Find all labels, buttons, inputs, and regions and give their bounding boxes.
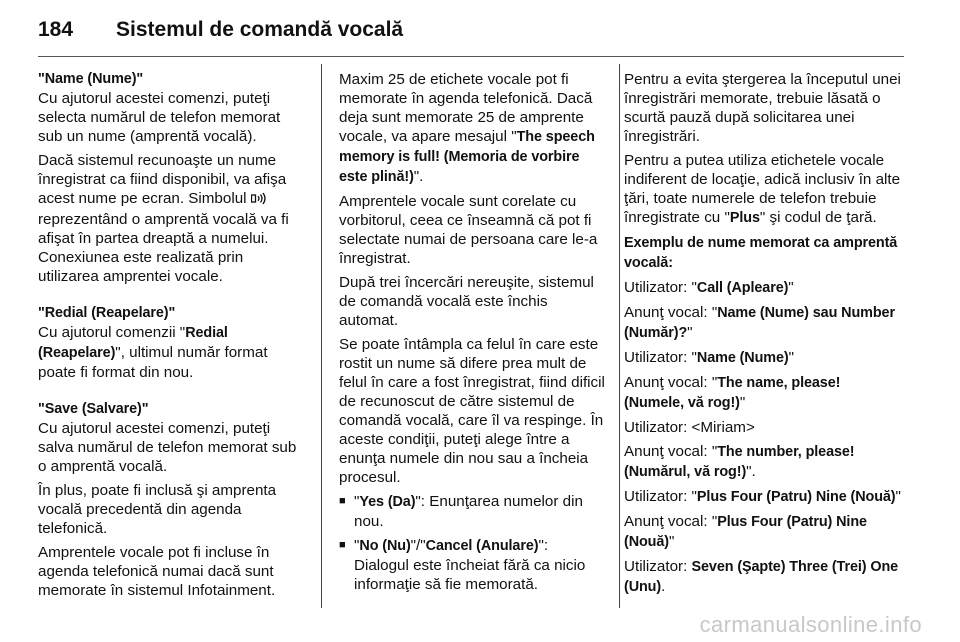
dialog-line	[624, 512, 902, 552]
bold-term: No (Nu)	[359, 538, 411, 554]
bold-term: Plus Four (Patru) Nine (Nouă)	[624, 514, 867, 550]
bullet-icon: ■	[339, 539, 346, 551]
watermark: carmanualsonline.info	[699, 612, 922, 637]
bold-term: The speech memory is full! (Memoria de vorbire este plină!)	[339, 129, 595, 185]
text-run: Dacă sistemul recunoaşte un nume înregistrat ca fiind disponibil, va afişa acest nume pe ecran. Simbolul	[38, 152, 287, 207]
example-heading	[624, 233, 902, 273]
dialog-line	[624, 557, 902, 597]
speaker-label: Utilizator:	[624, 488, 692, 505]
text-run: ".	[413, 168, 424, 185]
quote: "	[788, 279, 794, 296]
header-rule	[38, 56, 904, 57]
quote: "	[739, 394, 746, 411]
quote: "	[788, 349, 794, 366]
section-name-command	[38, 70, 308, 286]
text-run: ": Enunţarea numelor din nou.	[354, 493, 583, 530]
speaker-label: Utilizator:	[624, 558, 692, 575]
dialog-line	[624, 442, 902, 482]
speaker-label: Anunţ vocal:	[624, 513, 712, 530]
column-divider	[321, 64, 322, 608]
column-divider	[619, 64, 620, 608]
speaker-label: Anunţ vocal:	[624, 443, 712, 460]
page-title: Sistemul de comandă vocală	[116, 18, 404, 41]
quote: ".	[746, 463, 756, 480]
bold-term: Cancel (Anulare)	[425, 538, 539, 554]
paragraph: Amprentele vocale sunt corelate cu vorbitorul, ceea ce înseamnă că pot fi selectate numai de persoana care le-a înregistrat.	[339, 193, 598, 267]
quote: "	[691, 488, 697, 505]
dialog-line: Utilizator: <Miriam>	[624, 419, 755, 436]
text-run: .	[661, 578, 666, 595]
paragraph: După trei încercări nereuşite, sistemul de comandă vocală este închis automat.	[339, 274, 594, 329]
list-item-text	[354, 492, 605, 531]
paragraph: Cu ajutorul acestei comenzi, puteţi selecta numărul de telefon memorat sub un nume (amprentă vocală).	[38, 90, 281, 145]
voice-tag-icon	[251, 191, 266, 210]
speaker-label: Utilizator:	[624, 279, 692, 296]
paragraph	[624, 151, 902, 228]
bold-term: Seven (Şapte) Three (Trei) One (Unu)	[624, 559, 899, 595]
text-run: Maxim 25 de etichete vocale pot fi memorate în agenda telefonică. Dacă deja sunt memorate 25 de amprente vocale, va apare mesajul "	[339, 71, 593, 145]
paragraph: Pentru a evita ştergerea la începutul unei înregistrări memorate, trebuie lăsată o scurtă pauză după solicitarea unei înregistrări.	[624, 71, 901, 145]
quote: "	[711, 374, 718, 391]
section-redial-command	[38, 304, 308, 382]
quote: "	[691, 279, 697, 296]
speaker-label: Anunţ vocal:	[624, 374, 712, 391]
text-run: reprezentând o amprentă vocală va fi afişat în partea dreaptă a numelui. Conexiunea este realizată prin utilizarea amprentei vocale.	[38, 211, 289, 285]
quote: "	[895, 488, 901, 505]
bold-term: Plus Four (Patru) Nine (Nouă)	[696, 489, 896, 505]
paragraph: Amprentele vocale pot fi incluse în agenda telefonică numai dacă sunt memorate în sistemul Infotainment.	[38, 544, 276, 599]
page-header	[38, 14, 904, 48]
dialog-line	[624, 303, 902, 343]
column-right	[624, 70, 902, 602]
text-run: " şi codul de ţară.	[759, 209, 877, 226]
speaker-label: Utilizator:	[624, 349, 692, 366]
dialog-line	[624, 373, 902, 413]
section-save-command	[38, 400, 308, 600]
text-run: "	[354, 493, 360, 510]
text-run: ": Dialogul este încheiat fără ca nicio informaţie să fie memorată.	[354, 537, 586, 593]
text-run: Pentru a putea utiliza etichetele vocale indiferent de locaţie, adică inclusiv în alte ţări, toate numerele de telefon trebuie înregistrate cu "	[624, 152, 901, 226]
paragraph: Se poate întâmpla ca felul în care este rostit un nume să difere prea mult de felul în care a fost înregistrat, fiind dificil de recunoscut de către sistemul de comandă vocală, care îl va respinge. În aceste condiţii, puteţi alege între a enunţa numele din nou sau a încheia procesul.	[339, 336, 605, 486]
quote: "	[668, 533, 675, 550]
bold-term: Exemplu de nume memorat ca amprentă vocală:	[624, 235, 898, 271]
bold-term: Redial (Reapelare)	[38, 325, 228, 361]
list-item	[339, 536, 605, 594]
paragraph	[38, 151, 308, 286]
bold-term: The name, please! (Numele, vă rog!)	[624, 375, 841, 411]
bold-term: Call (Apleare)	[696, 280, 789, 296]
bold-term: Plus	[729, 210, 760, 226]
text-run: "/"	[410, 537, 426, 554]
quote: "	[711, 513, 718, 530]
bold-term: Yes (Da)	[359, 494, 416, 510]
dialog-line	[624, 278, 902, 298]
dialog-line	[624, 348, 902, 368]
paragraph	[339, 70, 605, 187]
section-heading: "Name (Nume)"	[38, 71, 144, 87]
text-run: ", ultimul număr format poate fi format din nou.	[38, 344, 268, 381]
quote: "	[687, 324, 693, 341]
list-item	[339, 492, 605, 531]
paragraph	[38, 323, 308, 382]
text-run: "	[354, 537, 360, 554]
section-heading: "Save (Salvare)"	[38, 401, 149, 417]
paragraph: În plus, poate fi inclusă şi amprenta vocală precedentă din agenda telefonică.	[38, 482, 277, 537]
column-left	[38, 70, 308, 618]
text-run: Cu ajutorul comenzii "	[38, 324, 186, 341]
bullet-icon: ■	[339, 495, 346, 507]
bold-term: Name (Nume) sau Number (Număr)?	[624, 305, 895, 341]
column-middle	[339, 70, 605, 599]
speaker-label: Anunţ vocal:	[624, 304, 712, 321]
paragraph: Cu ajutorul acestei comenzi, puteţi salva numărul de telefon memorat sub o amprentă vocală.	[38, 420, 297, 475]
page-number: 184	[38, 18, 74, 41]
quote: "	[711, 304, 718, 321]
bold-term: The number, please! (Numărul, vă rog!)	[624, 444, 855, 480]
list-item-text	[354, 536, 605, 594]
bold-term: Name (Nume)	[696, 350, 789, 366]
quote: "	[691, 349, 697, 366]
dialog-line	[624, 487, 902, 507]
section-heading: "Redial (Reapelare)"	[38, 305, 176, 321]
quote: "	[711, 443, 718, 460]
